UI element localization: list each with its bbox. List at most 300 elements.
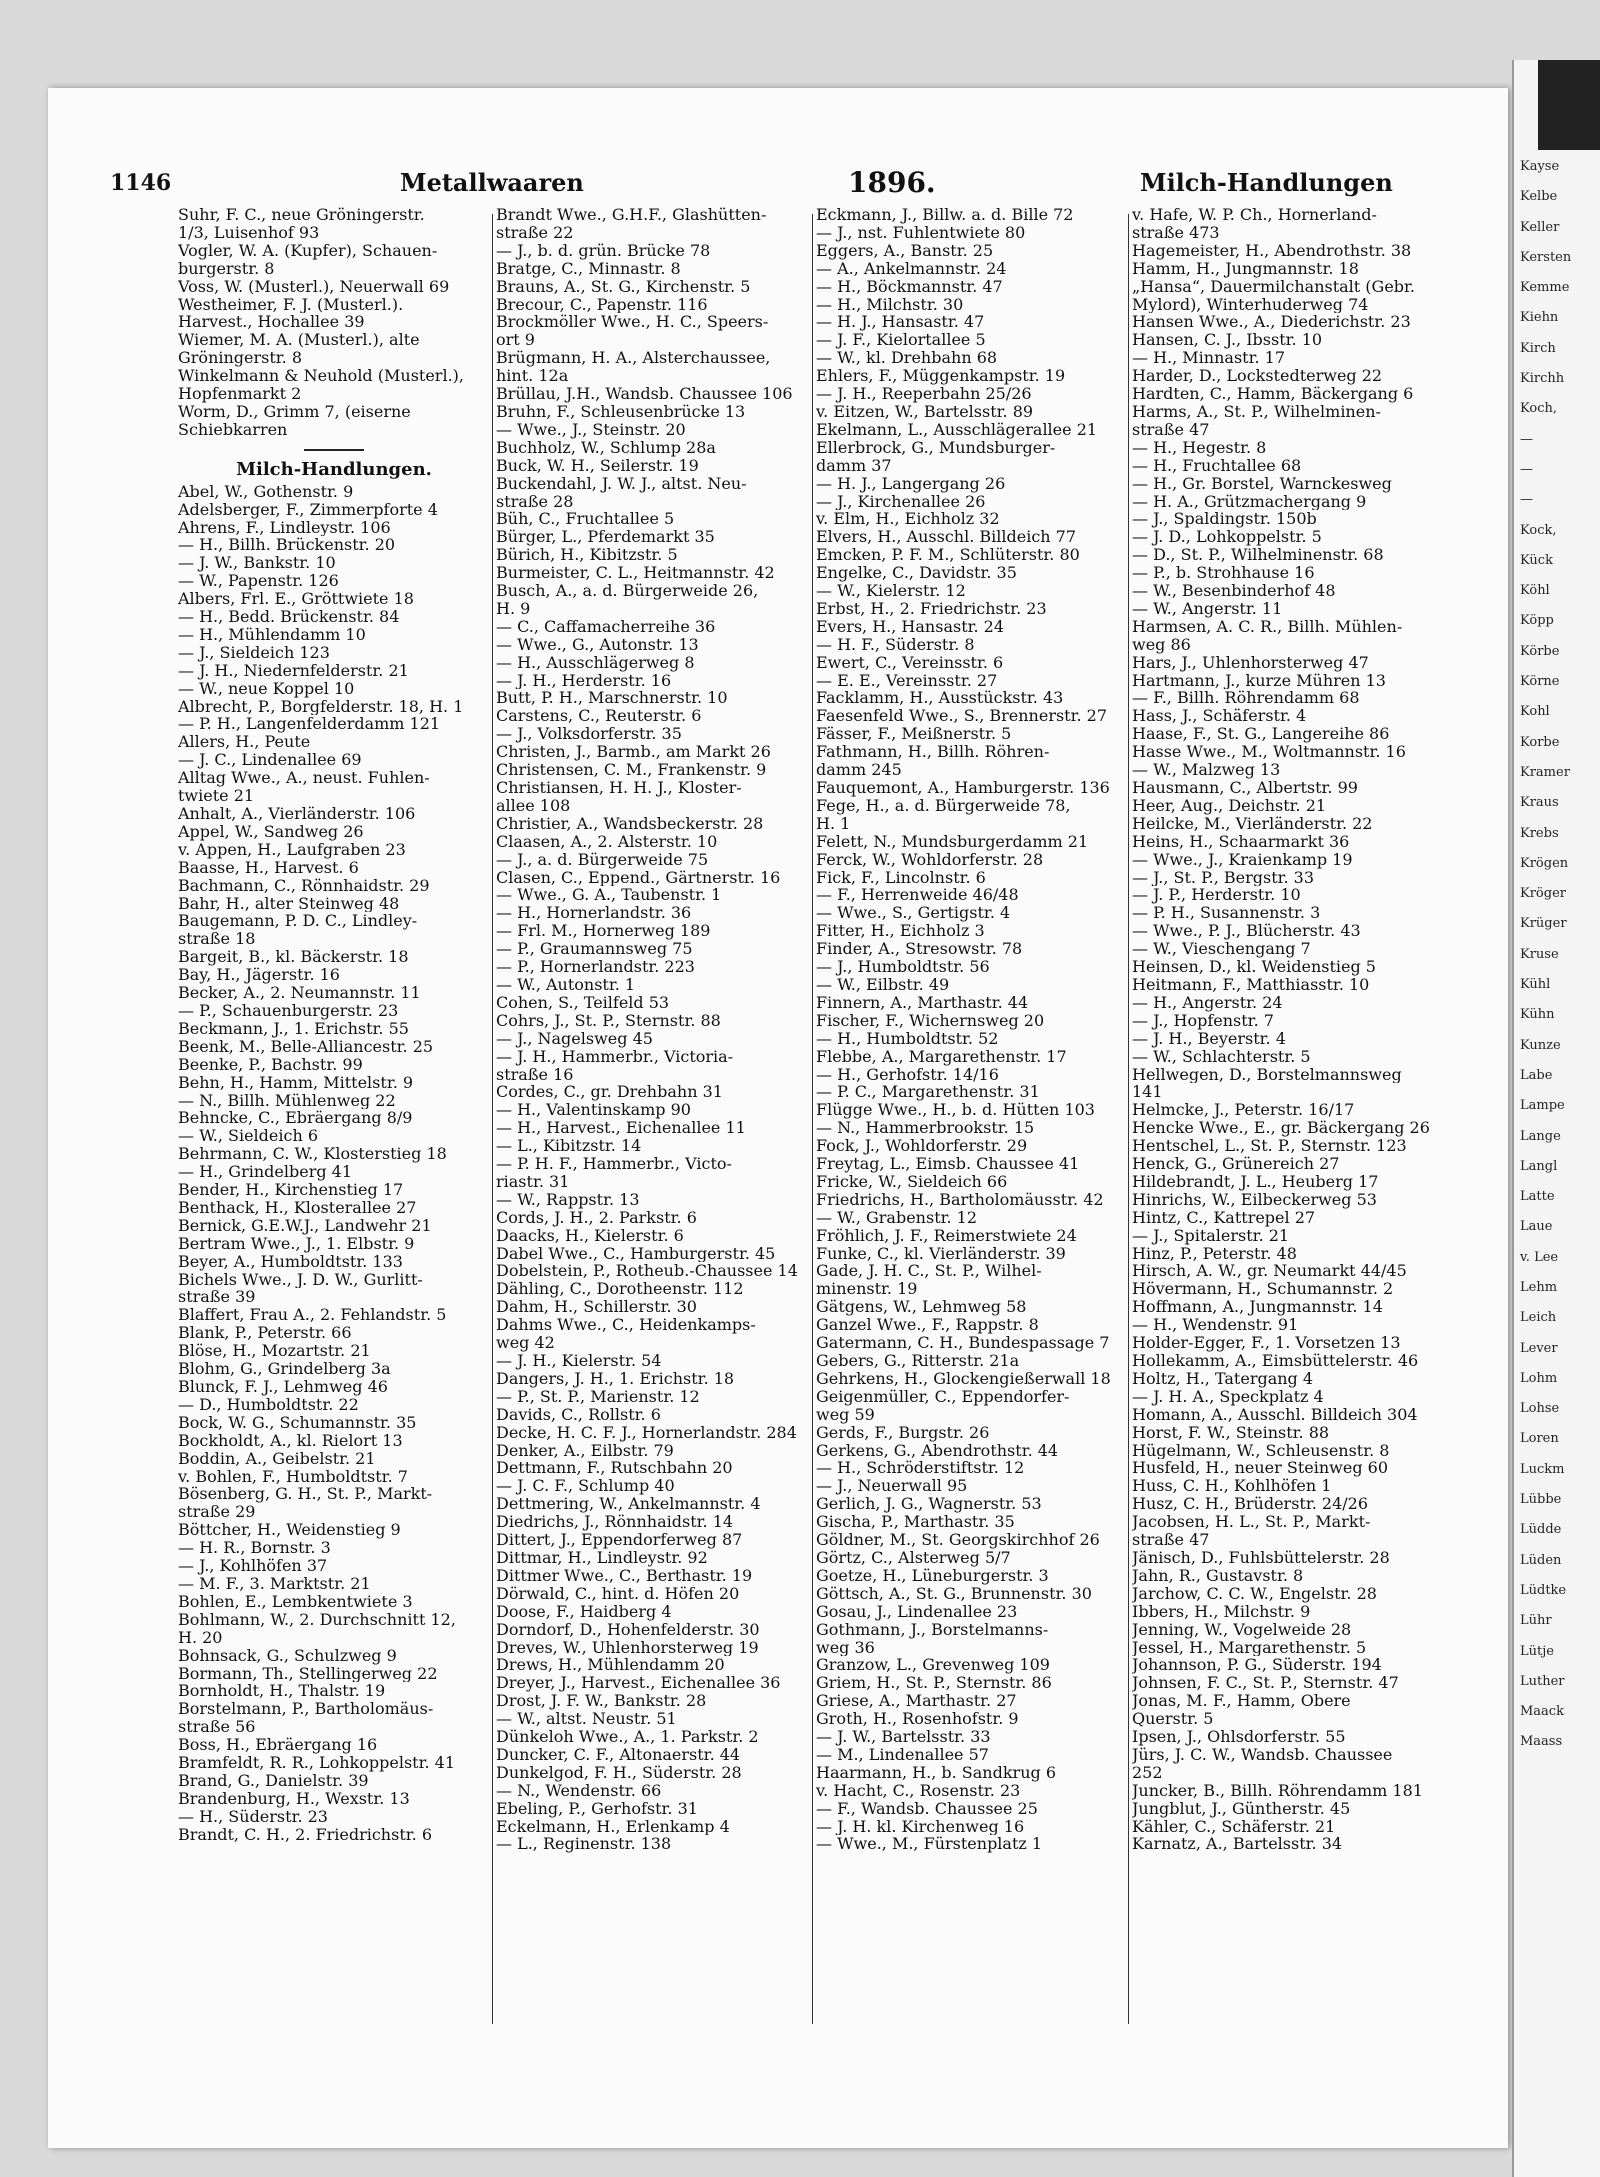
directory-entry: Blunck, F. J., Lehmweg 46: [178, 1378, 388, 1396]
directory-entry: Haase, F., St. G., Langereihe 86: [1132, 725, 1390, 744]
directory-entry: — J. F., Kielortallee 5: [816, 331, 986, 350]
directory-entry: straße 29: [178, 1503, 256, 1522]
next-page-fragment: Lühr: [1520, 1613, 1552, 1629]
directory-entry: damm 37: [816, 456, 892, 475]
directory-entry: Burmeister, C. L., Heitmannstr. 42: [496, 564, 775, 583]
next-page-fragment: Koch,: [1520, 401, 1557, 417]
directory-entry: — J., Spitalerstr. 21: [1132, 1226, 1290, 1245]
directory-entry: Gatermann, C. H., Bundespassage 7: [816, 1334, 1110, 1352]
column-2: [496, 206, 810, 2026]
directory-entry: — Wwe., J., Kraienkamp 19: [1132, 850, 1353, 869]
directory-entry: Fitter, H., Eichholz 3: [816, 922, 985, 941]
year-heading: 1896.: [848, 166, 936, 199]
directory-entry: — W., Sieldeich 6: [178, 1127, 319, 1146]
next-page-fragment: Kohl: [1520, 704, 1550, 720]
directory-entry: Hollekamm, A., Eimsbüttelerstr. 46: [1132, 1352, 1419, 1370]
directory-entry: — C., Caffamacherreihe 36: [496, 617, 716, 636]
directory-entry: Bornholdt, H., Thalstr. 19: [178, 1682, 386, 1701]
directory-entry: Dettmann, F., Rutschbahn 20: [496, 1459, 733, 1478]
directory-entry: Heilcke, M., Vierländerstr. 22: [1132, 814, 1373, 833]
directory-entry: Hasse Wwe., M., Woltmannstr. 16: [1132, 743, 1406, 762]
directory-entry: — J. H. A., Speckplatz 4: [1132, 1387, 1324, 1406]
directory-entry: — H., Wendenstr. 91: [1132, 1316, 1299, 1335]
directory-entry: Voss, W. (Musterl.), Neuerwall 69: [178, 277, 450, 296]
directory-entry: Fauquemont, A., Hamburgerstr. 136: [816, 779, 1110, 797]
directory-entry: Adelsberger, F., Zimmerpforte 4: [178, 500, 438, 519]
directory-entry: Karnatz, A., Bartelsstr. 34: [1132, 1835, 1343, 1854]
next-page-fragment: Kröger: [1520, 886, 1566, 902]
directory-entry: — P., b. Strohhause 16: [1132, 564, 1315, 583]
directory-entry: minenstr. 19: [816, 1280, 918, 1299]
directory-entry: Mylord), Winterhuderweg 74: [1132, 295, 1369, 314]
directory-entry: Hinrichs, W., Eilbeckerweg 53: [1132, 1190, 1377, 1209]
next-page-fragment: Kock,: [1520, 522, 1557, 538]
directory-entry: — H., Gr. Borstel, Warnckesweg: [1132, 474, 1392, 493]
directory-entry: Bertram Wwe., J., 1. Elbstr. 9: [178, 1234, 415, 1253]
next-page-fragment: Kruse: [1520, 946, 1559, 962]
directory-entry: straße 28: [496, 492, 574, 511]
directory-entry: H. 1: [816, 814, 851, 833]
directory-entry: Ipsen, J., Ohlsdorferstr. 55: [1132, 1728, 1346, 1746]
directory-entry: Hars, J., Uhlenhorsterweg 47: [1132, 653, 1369, 672]
next-page-fragment: Kühl: [1520, 977, 1551, 993]
next-page-fragment: Krögen: [1520, 855, 1569, 871]
next-page-fragment: Kraus: [1520, 795, 1559, 811]
directory-columns: [110, 206, 1486, 2026]
directory-entry: — P., Schauenburgerstr. 23: [178, 1001, 399, 1020]
directory-entry: — W., Vieschengang 7: [1132, 940, 1311, 959]
directory-entry: — J., nst. Fuhlentwiete 80: [816, 223, 1026, 242]
directory-entry: Fricke, W., Sieldeich 66: [816, 1172, 1008, 1191]
directory-entry: Erbst, H., 2. Friedrichstr. 23: [816, 599, 1047, 618]
scan-shadow: [1538, 60, 1600, 150]
directory-entry: Jacobsen, H. L., St. P., Markt-: [1132, 1513, 1371, 1532]
directory-entry: — N., Wendenstr. 66: [496, 1781, 662, 1800]
directory-entry: Bruhn, F., Schleusenbrücke 13: [496, 402, 746, 421]
directory-entry: — D., Humboldtstr. 22: [178, 1395, 359, 1414]
directory-entry: Hirsch, A. W., gr. Neumarkt 44/45: [1132, 1262, 1407, 1281]
directory-entry: Cohrs, J., St. P., Sternstr. 88: [496, 1011, 721, 1030]
directory-entry: Holder-Egger, F., 1. Vorsetzen 13: [1132, 1334, 1401, 1352]
directory-entry: — N., Hammerbrookstr. 15: [816, 1119, 1035, 1138]
directory-entry: Huss, C. H., Kohlhöfen 1: [1132, 1477, 1332, 1496]
directory-entry: Gade, J. H. C., St. P., Wilhel-: [816, 1262, 1042, 1281]
directory-entry: Becker, A., 2. Neumannstr. 11: [178, 984, 421, 1002]
column-4: [1132, 206, 1450, 2026]
directory-entry: Blaffert, Frau A., 2. Fehlandstr. 5: [178, 1306, 447, 1325]
next-page-fragment: Kelbe: [1520, 189, 1558, 205]
directory-entry: — J., Neuerwall 95: [816, 1477, 968, 1496]
directory-entry: Henck, G., Grünereich 27: [1132, 1155, 1340, 1173]
directory-entry: Eggers, A., Banstr. 25: [816, 241, 994, 260]
directory-entry: — J., Sieldeich 123: [178, 643, 330, 662]
directory-entry: Westheimer, F. J. (Musterl.).: [178, 295, 404, 314]
directory-entry: — W., altst. Neustr. 51: [496, 1710, 677, 1729]
directory-entry: Brockmöller Wwe., H. C., Speers-: [496, 313, 769, 332]
next-page-fragment: Krebs: [1520, 825, 1559, 841]
directory-entry: Faesenfeld Wwe., S., Brennerstr. 27: [816, 707, 1108, 726]
directory-entry: Ewert, C., Vereinsstr. 6: [816, 653, 1004, 672]
directory-entry: — Wwe., P. J., Blücherstr. 43: [1132, 922, 1361, 941]
directory-entry: Albrecht, P., Borgfelderstr. 18, H. 1: [178, 697, 464, 716]
directory-entry: straße 56: [178, 1718, 256, 1737]
directory-entry: Claasen, A., 2. Alsterstr. 10: [496, 832, 718, 851]
directory-entry: weg 36: [816, 1638, 875, 1657]
directory-entry: Engelke, C., Davidstr. 35: [816, 564, 1017, 583]
directory-entry: Husz, C. H., Brüderstr. 24/26: [1132, 1495, 1369, 1514]
directory-entry: Ibbers, H., Milchstr. 9: [1132, 1602, 1311, 1621]
directory-entry: — P. C., Margarethenstr. 31: [816, 1083, 1040, 1102]
directory-entry: Bösenberg, G. H., St. P., Markt-: [178, 1485, 433, 1504]
directory-entry: Hansen, C. J., Ibsstr. 10: [1132, 331, 1323, 350]
directory-entry: — H., Grindelberg 41: [178, 1163, 353, 1182]
next-page-fragment: Lüdtke: [1520, 1582, 1567, 1598]
directory-entry: Borstelmann, P., Bartholomäus-: [178, 1700, 434, 1719]
directory-entry: Blohm, G., Grindelberg 3a: [178, 1360, 391, 1378]
next-page-fragment: Kramer: [1520, 764, 1570, 780]
directory-entry: — H., Schröderstiftstr. 12: [816, 1459, 1025, 1478]
directory-entry: — W., Rappstr. 13: [496, 1190, 640, 1209]
section-heading: Milch-Handlungen.: [236, 458, 432, 480]
directory-entry: Vogler, W. A. (Kupfer), Schauen-: [178, 241, 438, 260]
directory-entry: Brandenburg, H., Wexstr. 13: [178, 1789, 410, 1808]
next-page-fragment: Latte: [1520, 1189, 1555, 1205]
next-page-fragment: v. Lee: [1520, 1249, 1559, 1265]
directory-entry: Brandt Wwe., G.H.F., Glashütten-: [496, 206, 767, 224]
directory-entry: Funke, C., kl. Vierländerstr. 39: [816, 1244, 1066, 1263]
directory-entry: Bargeit, B., kl. Bäckerstr. 18: [178, 948, 409, 967]
next-page-fragment: Keller: [1520, 219, 1560, 235]
directory-entry: Worm, D., Grimm 7, (eiserne: [178, 402, 411, 421]
directory-entry: Hinz, P., Peterstr. 48: [1132, 1244, 1297, 1263]
directory-entry: Fock, J., Wohldorferstr. 29: [816, 1137, 1028, 1156]
directory-entry: — J., Spaldingstr. 150b: [1132, 510, 1317, 529]
directory-entry: Beckmann, J., 1. Erichstr. 55: [178, 1019, 409, 1038]
directory-entry: — H., Valentinskamp 90: [496, 1101, 691, 1120]
directory-entry: riastr. 31: [496, 1172, 570, 1191]
next-page-fragment: Kühn: [1520, 1007, 1555, 1023]
next-page-fragment: Luther: [1520, 1673, 1565, 1689]
directory-entry: Diedrichs, J., Rönnhaidstr. 14: [496, 1513, 734, 1532]
directory-entry: straße 16: [496, 1065, 574, 1084]
directory-entry: — J. H., Niedernfelderstr. 21: [178, 661, 409, 680]
directory-entry: Gischa, P., Marthastr. 35: [816, 1513, 1015, 1532]
next-page-fragment: Körbe: [1520, 643, 1560, 659]
directory-entry: Goetze, H., Lüneburgerstr. 3: [816, 1566, 1049, 1585]
directory-entry: Gätgens, W., Lehmweg 58: [816, 1298, 1027, 1317]
directory-entry: — J. H., Kielerstr. 54: [496, 1352, 662, 1370]
directory-entry: Fässer, F., Meißnerstr. 5: [816, 725, 1012, 744]
next-page-fragment: Langl: [1520, 1158, 1558, 1174]
directory-entry: Fick, F., Lincolnstr. 6: [816, 868, 986, 887]
directory-entry: Bramfeldt, R. R., Lohkoppelstr. 41: [178, 1754, 456, 1772]
directory-entry: Hopfenmarkt 2: [178, 385, 302, 403]
directory-entry: H. 9: [496, 599, 531, 618]
directory-entry: Hartmann, J., kurze Mühren 13: [1132, 671, 1386, 690]
directory-entry: Buckendahl, J. W. J., altst. Neu-: [496, 474, 747, 493]
directory-entry: Bahr, H., alter Steinweg 48: [178, 894, 400, 913]
directory-entry: v. Bohlen, F., Humboldtstr. 7: [178, 1467, 408, 1486]
directory-entry: Christier, A., Wandsbeckerstr. 28: [496, 814, 764, 833]
directory-entry: Dörwald, C., hint. d. Höfen 20: [496, 1584, 740, 1603]
directory-entry: Bohnsack, G., Schulzweg 9: [178, 1646, 397, 1665]
directory-entry: — P. H. F., Hammerbr., Victo-: [496, 1155, 732, 1173]
directory-entry: Boddin, A., Geibelstr. 21: [178, 1449, 376, 1468]
directory-entry: Decke, H. C. F. J., Hornerlandstr. 284: [496, 1423, 797, 1442]
directory-entry: Dähling, C., Dorotheenstr. 112: [496, 1280, 744, 1299]
next-page-fragments: [1514, 60, 1600, 1758]
directory-entry: Ahrens, F., Lindleystr. 106: [178, 518, 391, 537]
right-category-heading: Milch-Handlungen: [1140, 168, 1393, 197]
directory-entry: hint. 12a: [496, 367, 569, 386]
directory-entry: — H., Süderstr. 23: [178, 1807, 328, 1826]
directory-entry: — W., kl. Drehbahn 68: [816, 349, 998, 368]
directory-entry: ort 9: [496, 331, 535, 350]
directory-entry: Beenk, M., Belle-Alliancestr. 25: [178, 1037, 434, 1056]
directory-entry: Helmcke, J., Peterstr. 16/17: [1132, 1101, 1355, 1120]
directory-entry: — W., Autonstr. 1: [496, 975, 636, 994]
next-page-fragment: Lange: [1520, 1128, 1561, 1144]
directory-entry: Bay, H., Jägerstr. 16: [178, 966, 340, 985]
directory-entry: — W., Malzweg 13: [1132, 761, 1281, 779]
directory-entry: Hausmann, C., Albertstr. 99: [1132, 779, 1358, 797]
directory-entry: Clasen, C., Eppend., Gärtnerstr. 16: [496, 868, 781, 887]
directory-entry: — J. H., Hammerbr., Victoria-: [496, 1047, 734, 1066]
directory-entry: — P. H., Langenfelderdamm 121: [178, 715, 441, 734]
directory-entry: — H., Minnastr. 17: [1132, 349, 1286, 368]
directory-entry: Bratge, C., Minnastr. 8: [496, 259, 681, 278]
directory-entry: Griem, H., St. P., Sternstr. 86: [816, 1674, 1052, 1693]
directory-entry: Benthack, H., Klosterallee 27: [178, 1198, 417, 1217]
directory-entry: Buchholz, W., Schlump 28a: [496, 438, 716, 457]
next-page-edge: [1512, 60, 1600, 2177]
directory-entry: Hencke Wwe., E., gr. Bäckergang 26: [1132, 1119, 1430, 1138]
directory-entry: — H., Fruchtallee 68: [1132, 456, 1302, 475]
directory-entry: Cords, J. H., 2. Parkstr. 6: [496, 1208, 697, 1227]
directory-entry: Busch, A., a. d. Bürgerweide 26,: [496, 582, 759, 600]
directory-entry: — M., Lindenallee 57: [816, 1745, 989, 1764]
directory-entry: Jahn, R., Gustavstr. 8: [1132, 1566, 1304, 1585]
directory-entry: Ellerbrock, G., Mundsburger-: [816, 438, 1056, 457]
directory-entry: — H., Böckmannstr. 47: [816, 277, 1003, 296]
directory-entry: Behncke, C., Ebräergang 8/9: [178, 1109, 413, 1128]
directory-entry: — J., Nagelsweg 45: [496, 1029, 653, 1048]
next-page-fragment: Körne: [1520, 674, 1560, 690]
directory-entry: — N., Billh. Mühlenweg 22: [178, 1091, 396, 1110]
directory-entry: Dreves, W., Uhlenhorsterweg 19: [496, 1638, 759, 1657]
directory-entry: — J. C. F., Schlump 40: [496, 1477, 675, 1496]
next-page-fragment: —: [1520, 461, 1533, 477]
page-header: [110, 150, 1486, 206]
directory-entry: — J. P., Herderstr. 10: [1132, 886, 1301, 905]
directory-entry: — H. R., Bornstr. 3: [178, 1539, 331, 1558]
directory-entry: Duncker, C. F., Altonaerstr. 44: [496, 1745, 741, 1764]
directory-entry: — W., Papenstr. 126: [178, 572, 339, 591]
column-3: [816, 206, 1126, 2026]
directory-entry: Hamm, H., Jungmannstr. 18: [1132, 259, 1359, 278]
directory-entry: Jenning, W., Vogelweide 28: [1132, 1620, 1352, 1639]
directory-entry: Gosau, J., Lindenallee 23: [816, 1602, 1018, 1621]
directory-entry: Hansen Wwe., A., Diederichstr. 23: [1132, 313, 1411, 332]
directory-entry: Harms, A., St. P., Wilhelminen-: [1132, 402, 1381, 421]
directory-entry: — H. J., Langergang 26: [816, 474, 1006, 493]
directory-entry: — L., Reginenstr. 138: [496, 1835, 672, 1854]
directory-entry: Dittmar, H., Lindleystr. 92: [496, 1548, 708, 1567]
column-2-entries: [496, 206, 810, 1853]
next-page-fragment: Kück: [1520, 552, 1553, 568]
directory-entry: Bachmann, C., Rönnhaidstr. 29: [178, 876, 430, 895]
directory-entry: Gebers, G., Ritterstr. 21a: [816, 1352, 1020, 1370]
directory-entry: Friedrichs, H., Bartholomäusstr. 42: [816, 1190, 1104, 1209]
next-page-fragment: Lohse: [1520, 1401, 1560, 1417]
directory-entry: v. Hafe, W. P. Ch., Hornerland-: [1132, 206, 1377, 224]
next-page-fragment: Köhl: [1520, 583, 1550, 599]
directory-entry: Ferck, W., Wohldorferstr. 28: [816, 850, 1044, 869]
directory-entry: Gerlich, J. G., Wagnerstr. 53: [816, 1495, 1042, 1514]
directory-entry: Finnern, A., Marthastr. 44: [816, 993, 1029, 1012]
directory-entry: — E. E., Vereinsstr. 27: [816, 671, 998, 690]
directory-entry: twiete 21: [178, 787, 255, 805]
directory-entry: Harder, D., Lockstedterweg 22: [1132, 367, 1383, 386]
next-page-fragment: Kayse: [1520, 159, 1560, 174]
directory-entry: — J., Kirchenallee 26: [816, 492, 986, 511]
directory-entry: Eckelmann, H., Erlenkamp 4: [496, 1817, 730, 1836]
directory-entry: Johnsen, F. C., St. P., Sternstr. 47: [1132, 1674, 1399, 1693]
directory-entry: Haarmann, H., b. Sandkrug 6: [816, 1763, 1056, 1782]
directory-entry: — J. H., Reeperbahn 25/26: [816, 385, 1032, 403]
next-page-fragment: Lüdde: [1520, 1522, 1562, 1538]
directory-entry: Hardten, C., Hamm, Bäckergang 6: [1132, 385, 1414, 403]
directory-entry: — H., Hegestr. 8: [1132, 438, 1267, 457]
directory-entry: — P., St. P., Marienstr. 12: [496, 1387, 700, 1406]
directory-entry: Ganzel Wwe., F., Rappstr. 8: [816, 1316, 1039, 1335]
directory-entry: weg 86: [1132, 635, 1191, 654]
directory-entry: — W., Schlachterstr. 5: [1132, 1047, 1311, 1066]
next-page-fragment: Labe: [1520, 1067, 1553, 1083]
directory-entry: — J. W., Bankstr. 10: [178, 554, 336, 573]
directory-entry: Dettmering, W., Ankelmannstr. 4: [496, 1495, 761, 1514]
directory-entry: — Wwe., G. A., Taubenstr. 1: [496, 886, 722, 905]
directory-entry: Behn, H., Hamm, Mittelstr. 9: [178, 1073, 414, 1092]
directory-entry: Carstens, C., Reuterstr. 6: [496, 707, 702, 726]
directory-entry: — L., Kibitzstr. 14: [496, 1137, 642, 1156]
directory-entry: Allers, H., Peute: [178, 733, 311, 752]
directory-entry: — J. H. kl. Kirchenweg 16: [816, 1817, 1025, 1836]
directory-entry: Gerds, F., Burgstr. 26: [816, 1423, 990, 1442]
directory-entry: — H., Mühlendamm 10: [178, 625, 366, 644]
directory-entry: 141: [1132, 1083, 1163, 1102]
directory-entry: Horst, F. W., Steinstr. 88: [1132, 1423, 1330, 1442]
directory-entry: Griese, A., Marthastr. 27: [816, 1692, 1017, 1711]
directory-entry: — H., Ausschlägerweg 8: [496, 653, 695, 672]
directory-entry: Doose, F., Haidberg 4: [496, 1602, 672, 1621]
directory-entry: — F., Herrenweide 46/48: [816, 886, 1019, 905]
directory-entry: Christensen, C. M., Frankenstr. 9: [496, 761, 767, 779]
next-page-fragment: Lübbe: [1520, 1492, 1562, 1508]
directory-entry: Suhr, F. C., neue Gröningerstr.: [178, 206, 425, 224]
directory-entry: — Wwe., S., Gertigstr. 4: [816, 904, 1011, 923]
directory-entry: — W., Angerstr. 11: [1132, 599, 1283, 618]
column-1: [178, 206, 490, 2026]
directory-entry: — Wwe., J., Steinstr. 20: [496, 420, 686, 439]
directory-entry: v. Elm, H., Eichholz 32: [816, 510, 1000, 529]
directory-entry: weg 59: [816, 1405, 875, 1424]
directory-entry: — J., a. d. Bürgerweide 75: [496, 850, 709, 869]
directory-entry: Jänisch, D., Fuhlsbüttelerstr. 28: [1132, 1548, 1390, 1567]
next-page-fragment: Maass: [1520, 1734, 1563, 1750]
directory-entry: Beenke, P., Bachstr. 99: [178, 1055, 363, 1074]
directory-entry: — J. D., Lohkoppelstr. 5: [1132, 528, 1322, 547]
directory-entry: Ehlers, F., Müggenkampstr. 19: [816, 367, 1066, 386]
column-4-entries: [1132, 206, 1450, 1853]
directory-entry: Cordes, C., gr. Drehbahn 31: [496, 1083, 723, 1102]
directory-entry: Ekelmann, L., Ausschlägerallee 21: [816, 420, 1098, 439]
directory-entry: — H. J., Hansastr. 47: [816, 313, 985, 332]
column-divider: [492, 214, 493, 2024]
directory-entry: Appel, W., Sandweg 26: [178, 822, 364, 841]
next-page-fragment: —: [1520, 431, 1533, 447]
directory-entry: — P., Graumannsweg 75: [496, 940, 693, 959]
directory-entry: Fathmann, H., Billh. Röhren-: [816, 743, 1050, 762]
directory-entry: 1/3, Luisenhof 93: [178, 223, 320, 242]
directory-entry: Christiansen, H. H. J., Kloster-: [496, 779, 742, 797]
directory-entry: Husfeld, H., neuer Steinweg 60: [1132, 1459, 1389, 1478]
directory-entry: Bürich, H., Kibitzstr. 5: [496, 546, 678, 565]
directory-entry: Dittmer Wwe., C., Berthastr. 19: [496, 1566, 753, 1585]
next-page-fragment: Kirch: [1520, 340, 1556, 356]
directory-entry: Brand, G., Danielstr. 39: [178, 1771, 369, 1790]
directory-entry: Schiebkarren: [178, 420, 288, 439]
directory-entry: Christen, J., Barmb., am Markt 26: [496, 743, 771, 762]
directory-entry: Dittert, J., Eppendorferweg 87: [496, 1531, 743, 1549]
directory-entry: straße 18: [178, 930, 256, 949]
directory-entry: Jungblut, J., Güntherstr. 45: [1132, 1799, 1351, 1818]
directory-entry: straße 39: [178, 1288, 256, 1307]
directory-entry: — H., Milchstr. 30: [816, 295, 964, 314]
directory-entry: Blank, P., Peterstr. 66: [178, 1324, 352, 1343]
directory-entry: allee 108: [496, 796, 571, 815]
directory-entry: Bürger, L., Pferdemarkt 35: [496, 528, 715, 547]
directory-entry: Heer, Aug., Deichstr. 21: [1132, 796, 1327, 815]
directory-entry: v. Hacht, C., Rosenstr. 23: [816, 1781, 1021, 1800]
directory-entry: Brügmann, H. A., Alsterchaussee,: [496, 349, 771, 368]
next-page-fragment: Lütje: [1520, 1643, 1554, 1659]
directory-entry: — J., Kohlhöfen 37: [178, 1557, 328, 1575]
directory-entry: — Frl. M., Hornerweg 189: [496, 922, 711, 941]
directory-entry: Hoffmann, A., Jungmannstr. 14: [1132, 1298, 1383, 1317]
directory-entry: Gröningerstr. 8: [178, 349, 303, 368]
next-page-fragment: Kiehn: [1520, 310, 1559, 326]
directory-entry: — H., Harvest., Eichenallee 11: [496, 1119, 746, 1138]
directory-entry: Querstr. 5: [1132, 1710, 1214, 1729]
next-page-fragment: —: [1520, 492, 1533, 508]
directory-entry: Dangers, J. H., 1. Erichstr. 18: [496, 1369, 735, 1388]
directory-entry: — W., Grabenstr. 12: [816, 1208, 978, 1227]
directory-entry: Juncker, B., Billh. Röhrendamm 181: [1132, 1781, 1423, 1800]
directory-entry: Felett, N., Mundsburgerdamm 21: [816, 832, 1089, 851]
directory-entry: Winkelmann & Neuhold (Musterl.),: [178, 367, 464, 386]
next-page-fragment: Kunze: [1520, 1037, 1561, 1053]
directory-entry: Flebbe, A., Margarethenstr. 17: [816, 1047, 1067, 1066]
directory-entry: Abel, W., Gothenstr. 9: [178, 482, 354, 501]
next-page-fragment: Lever: [1520, 1340, 1558, 1356]
directory-entry: Brauns, A., St. G., Kirchenstr. 5: [496, 277, 751, 296]
directory-entry: H. 20: [178, 1628, 223, 1647]
next-page-fragment: Kemme: [1520, 280, 1570, 296]
directory-entry: Heinsen, D., kl. Weidenstieg 5: [1132, 958, 1376, 976]
next-page-fragment: Korbe: [1520, 734, 1560, 750]
directory-entry: Flügge Wwe., H., b. d. Hütten 103: [816, 1101, 1095, 1120]
